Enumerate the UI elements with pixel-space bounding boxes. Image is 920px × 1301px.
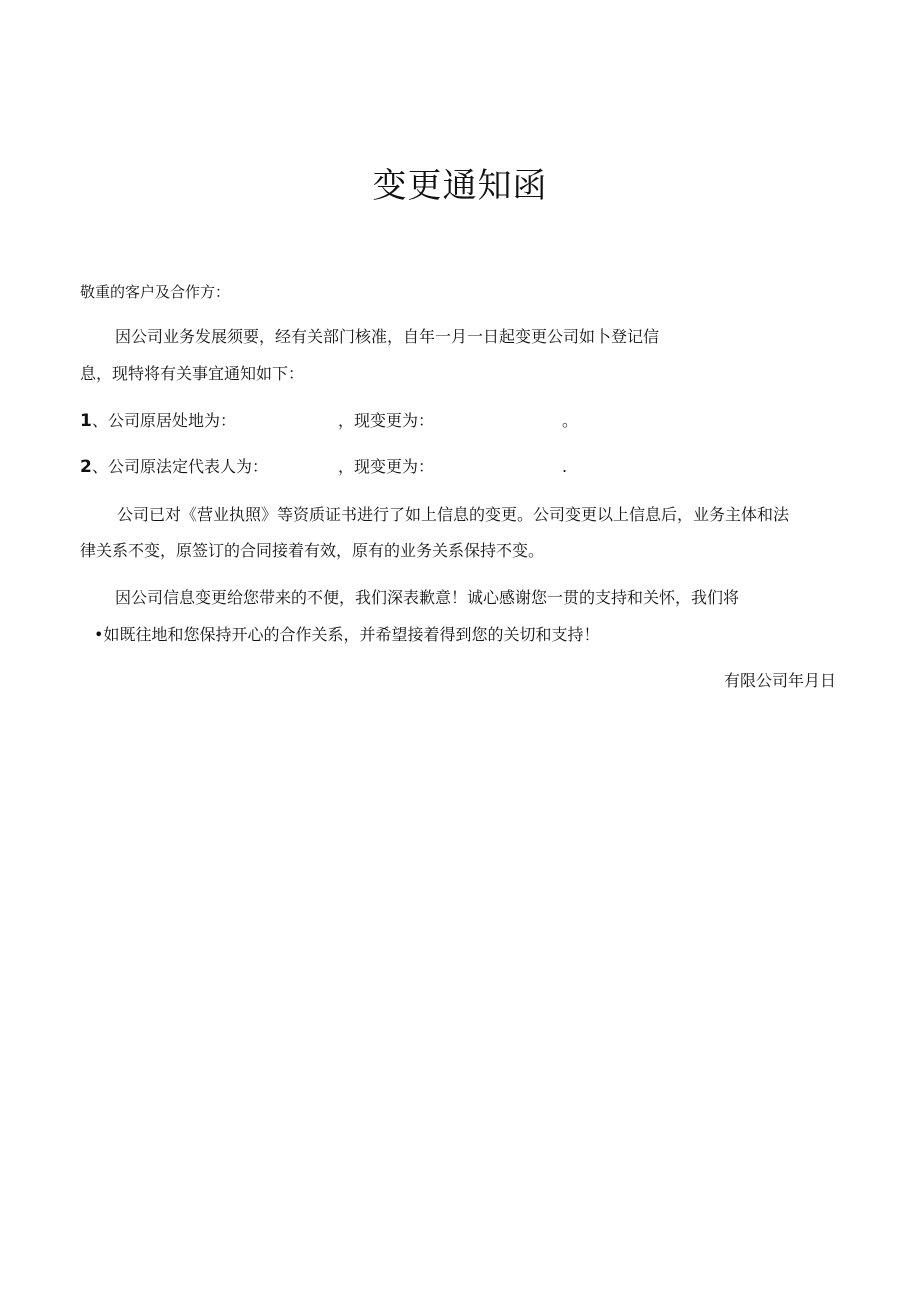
apology-paragraph-line-1: 因公司信息变更给您带来的不便，我们深表歉意！诚心感谢您一贯的支持和关怀，我们将 <box>115 588 740 607</box>
item-number: 2 <box>80 457 92 477</box>
item-change-label: ，现变更为： <box>338 411 435 430</box>
notice-paragraph-line-2: 律关系不变，原签订的合同接着有效，原有的业务关系保持不变。 <box>80 541 545 560</box>
notice-paragraph-line-1: 公司已对《营业执照》等资质证书进行了如上信息的变更。公司变更以上信息后，业务主体和法 <box>117 505 790 524</box>
item-label: 、公司原居处地为： <box>92 411 237 430</box>
item-label: 、公司原法定代表人为： <box>92 457 269 476</box>
apology-paragraph-line-2: •如既往地和您保持开心的合作关系，并希望接着得到您的关切和支持！ <box>94 625 600 644</box>
item-end-mark: 。 <box>562 411 579 430</box>
change-item-legal-representative <box>80 456 600 478</box>
item-number: 1 <box>80 411 92 431</box>
item-change-label: ，现变更为： <box>338 457 435 476</box>
signature-line: 有限公司年月日 <box>723 671 836 690</box>
intro-paragraph-line-2: 息，现特将有关事宜通知如下： <box>80 364 305 383</box>
document-title: 变更通知函 <box>372 166 548 206</box>
salutation: 敬重的客户及合作方： <box>80 283 231 301</box>
change-item-address <box>80 410 600 432</box>
intro-paragraph-line-1: 因公司业务发展须要，经有关部门核准，自年一月一日起变更公司如卜登记信 <box>115 327 660 346</box>
item-end-mark: . <box>562 457 568 476</box>
